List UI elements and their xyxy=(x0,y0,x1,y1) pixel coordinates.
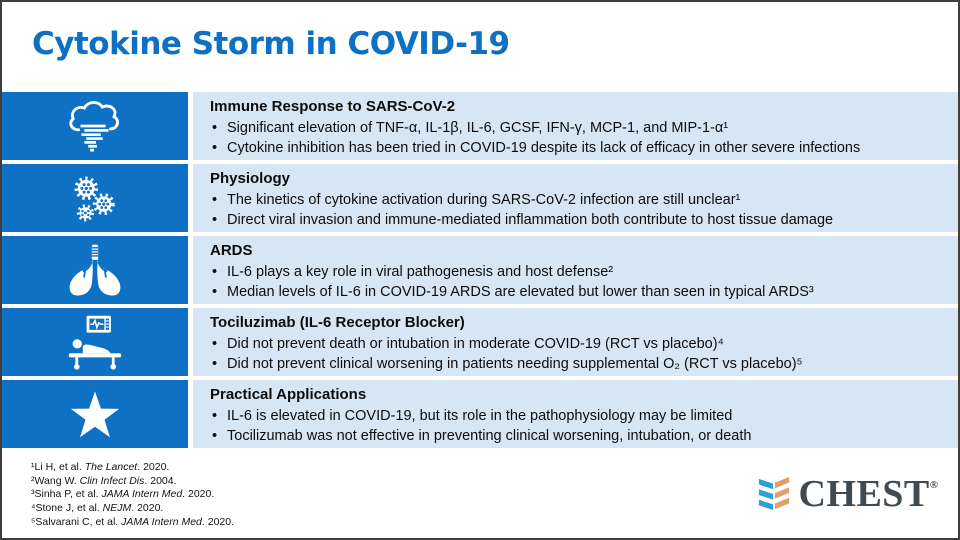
row-tociluzimab xyxy=(2,308,958,376)
row-heading: Tociluzimab (IL-6 Receptor Blocker) xyxy=(210,314,465,331)
row-content-tociluzimab xyxy=(193,308,958,376)
row-heading: ARDS xyxy=(210,242,253,259)
bullet-text: Median levels of IL-6 in COVID-19 ARDS are elevated but lower than seen in typical ARDS³ xyxy=(227,284,814,301)
icon-cell-tociluzimab xyxy=(2,308,188,376)
registered-mark: ® xyxy=(929,479,938,491)
row-practical-applications xyxy=(2,380,958,448)
footnote-journal: NEJM xyxy=(102,502,132,515)
bullet-item xyxy=(210,190,950,211)
bullet-marker: • xyxy=(212,284,218,301)
chest-wordmark: CHEST xyxy=(798,473,930,515)
row-content-practical xyxy=(193,380,958,448)
bullet-text: Direct viral invasion and immune-mediated inflammation both contribute to host tissue damage xyxy=(227,212,834,229)
bullet-item xyxy=(210,426,950,447)
row-heading: Immune Response to SARS-CoV-2 xyxy=(210,98,456,115)
footnote-citation: ⁴Stone J, et al. xyxy=(31,502,103,515)
chest-logo-mark-icon xyxy=(757,474,791,514)
lungs-icon xyxy=(66,241,124,299)
footnote-year: . 2004. xyxy=(144,474,177,487)
footnote-year: . 2020. xyxy=(131,502,164,515)
bullet-text: IL-6 is elevated in COVID-19, but its role in the pathophysiology may be limited xyxy=(227,407,733,424)
footnote-journal: JAMA Intern Med xyxy=(121,516,202,529)
bullet-marker: • xyxy=(212,119,218,136)
footnote-journal: JAMA Intern Med xyxy=(101,488,183,501)
footnote-citation: ⁵Salvarani C, et al. xyxy=(31,516,122,529)
bullet-marker: • xyxy=(212,407,218,424)
bullet-item xyxy=(210,354,950,375)
row-heading: Practical Applications xyxy=(210,386,367,403)
footnote-year: . 2020. xyxy=(201,516,235,529)
bullet-marker: • xyxy=(212,428,218,445)
footnote xyxy=(31,488,234,502)
bullet-item xyxy=(210,406,950,427)
row-content-immune xyxy=(193,92,958,160)
footnotes xyxy=(31,461,234,530)
icon-cell-immune xyxy=(2,92,188,160)
hospital-bed-icon xyxy=(65,313,125,371)
bullet-marker: • xyxy=(212,263,218,280)
footnote xyxy=(31,502,234,516)
row-immune-response xyxy=(2,92,958,160)
bullet-item xyxy=(210,282,950,303)
footnote-journal: Clin Infect Dis xyxy=(79,474,145,487)
footnote-year: . 2020. xyxy=(182,488,215,501)
bullet-text: Significant elevation of TNF-α, IL-1β, IL-6, GCSF, IFN-γ, MCP-1, and MIP-1-α¹ xyxy=(227,119,729,136)
bullet-item xyxy=(210,334,950,355)
row-content-physiology xyxy=(193,164,958,232)
footnote-citation: ¹Li H, et al. xyxy=(31,460,85,473)
bullet-item xyxy=(210,262,950,283)
page-title: Cytokine Storm in COVID-19 xyxy=(32,26,510,62)
bullet-text: Did not prevent death or intubation in moderate COVID-19 (RCT vs placebo)⁴ xyxy=(227,335,724,352)
row-heading: Physiology xyxy=(210,170,291,187)
bullet-text: IL-6 plays a key role in viral pathogenesis and host defense² xyxy=(227,263,614,280)
bullet-marker: • xyxy=(212,140,218,157)
icon-cell-physiology xyxy=(2,164,188,232)
footnote-year: . 2020. xyxy=(137,460,170,473)
bullet-item xyxy=(210,118,950,139)
bullet-marker: • xyxy=(212,356,218,373)
bullet-marker: • xyxy=(212,191,218,208)
row-ards xyxy=(2,236,958,304)
bullet-marker: • xyxy=(212,335,218,352)
row-physiology xyxy=(2,164,958,232)
icon-cell-ards xyxy=(2,236,188,304)
bullet-item xyxy=(210,210,950,231)
bullet-marker: • xyxy=(212,212,218,229)
chest-logo-text xyxy=(798,475,938,513)
footnote xyxy=(31,516,234,530)
footnote xyxy=(31,461,234,475)
bullet-item xyxy=(210,138,950,159)
row-content-ards xyxy=(193,236,958,304)
footnote-journal: The Lancet xyxy=(84,460,138,473)
bullet-text: Tocilizumab was not effective in preventing clinical worsening, intubation, or death xyxy=(227,428,752,445)
virus-icon xyxy=(67,170,123,226)
bullet-text: Cytokine inhibition has been tried in COVID-19 despite its lack of efficacy in other severe infections xyxy=(227,140,861,157)
content-rows xyxy=(2,92,958,452)
footnote-citation: ²Wang W. xyxy=(31,474,80,487)
footnote-citation: ³Sinha P, et al. xyxy=(31,488,102,501)
bullet-text: Did not prevent clinical worsening in patients needing supplemental O₂ (RCT vs placebo)⁵ xyxy=(227,356,803,373)
footnote xyxy=(31,475,234,489)
chest-logo xyxy=(757,474,938,514)
bullet-text: The kinetics of cytokine activation during SARS-CoV-2 infection are still unclear¹ xyxy=(227,191,741,208)
icon-cell-practical xyxy=(2,380,188,448)
storm-cloud-icon xyxy=(64,98,126,154)
star-icon xyxy=(66,386,124,442)
